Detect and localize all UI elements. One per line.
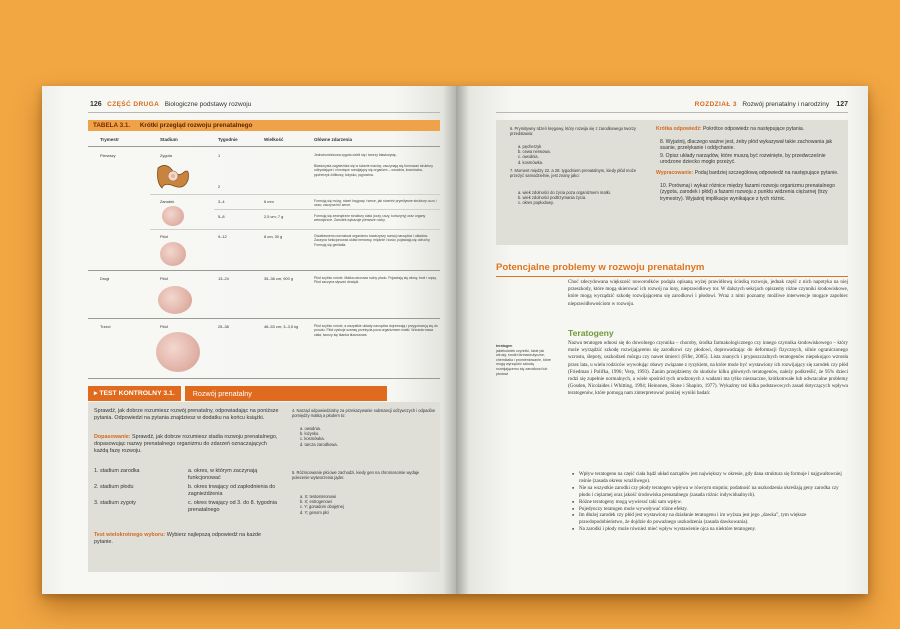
chapter-title: Rozwój prenatalny i narodziny bbox=[742, 101, 830, 108]
left-running-header bbox=[90, 101, 251, 108]
table-row-5-stage: Płód bbox=[160, 234, 168, 239]
list-item: ■ Wpływ teratogenu na część ciała bądź układ narządów jest największy w okresie, gdy dana struktura się formuje i najgwałtowniej rośnie (zasada okresu wrażliwego). bbox=[572, 471, 848, 485]
question-7: 7. Moment między 22. a 28. tygodniem prenatalnym, kiedy płód może przeżyć samodzielnie, jest znany jako: bbox=[510, 168, 637, 179]
table-row-6-size: 35–38 cm; 900 g bbox=[264, 276, 293, 281]
col-header-size: Wielkość bbox=[264, 137, 284, 142]
matching-option-b: b. okres trwający od zapłodnienia do zagnieżdżenia bbox=[188, 484, 276, 497]
table-row-3-events: Formują się mózg, rdzeń kręgowy i serce, jak również prymitywne struktury oczu i uszu; zaczyna bić serce. bbox=[314, 199, 437, 208]
teratogens-paragraph: Nazwa teratogen odnosi się do dowolnego czynnika – choroby, środka farmakologicznego czy innego czynnika środowiskowego – który może wyrządzić szkodę rozwijającemu się zarodkowi czy płodowi, doprowadzając do deformacji fizycznych, silnie ograniczonego wzrostu, ślepoty, uszkodzeń mózgu czy nawet śmierci (Fifer, 2005). Lista znanych i prypuszczalnych teratogenów niepokojąco wzrosła przez lata, u wielu rodziców wywołując obawy związane z ryzykiem, na które może być wystawiony ich rozwijający się zarodek czy płód (Friedman i Polifka, 1996; Verp, 1993). Zanim przejdziemy do skutków kilku głównych teratogenów, należy podkreślić, że 95% dzieci rodzi się zupełnie normalnych, a wiele spośród tych urodzonych z wadami ma tylko nieznaczne, krótkotrwałe lub odwracalne problemy (Gosden, Nicolaides i Whitting, 1994; Heinonen, Slone i Shapiro, 1977). Wykażmy też kilka podstawowych zasad dotyczących wpływu teratogenów, które pomogą nam zinterpretować poniżej wyniki badań: bbox=[568, 340, 848, 397]
table-row-5-size: 8 cm; 30 g bbox=[264, 234, 283, 239]
table-row-5-events: Gwałtownemu wzrostowi organizmu towarzyszy rozwój narządów i układów. Zaczyna funkcjonować układ nerwowy, mięśnie i kości; pojawiają się odruchy. Formują się genitalia. bbox=[314, 234, 431, 247]
matching-item-3: 3. stadium zygoty bbox=[94, 500, 136, 506]
table-row-6-stage: Płód bbox=[160, 276, 168, 281]
table-row-7-stage: Płód bbox=[160, 324, 168, 329]
table-row-4-weeks: 5–8 bbox=[218, 214, 225, 219]
question-6-options: a. pęcherzyk b. cewa nerwowa. c. owodnia. d. kosmówka. bbox=[518, 144, 551, 165]
col-header-stage: Stadium bbox=[160, 137, 178, 142]
test-label: ▸ TEST KONTROLNY 3.1. bbox=[88, 386, 181, 401]
multiple-choice-instructions: Test wielokrotnego wyboru: Wybierz najlepszą odpowiedź na każde pytanie. bbox=[94, 532, 262, 545]
question-9: 9. Opisz układy narządów, które muszą być rozwinięte, by przedwcześnie urodzone dziecko mogło przeżyć. bbox=[660, 153, 826, 166]
table-row-1-events: Jednokomórkowa zygota dzieli się i tworzy blastocystę. bbox=[314, 153, 397, 157]
fetus-12w-illustration bbox=[160, 242, 186, 266]
open-book-spread bbox=[42, 86, 868, 594]
matching-option-a: a. okres, w którym zaczynają funkcjonować bbox=[188, 468, 258, 481]
right-running-header bbox=[695, 101, 848, 108]
table-row-2-weeks: 2 bbox=[218, 184, 221, 189]
table-row-7-size: 48–53 cm; 3–3,5 kg bbox=[264, 324, 299, 329]
short-answer-instructions: Krótka odpowiedź: Pokrótce odpowiedz na następujące pytania. bbox=[656, 126, 805, 132]
col-header-weeks: Tygodnie bbox=[218, 137, 238, 142]
principles-list bbox=[572, 471, 848, 533]
table-row-4-events: Formują się zewnętrzne struktury ciała (oczy, uszy, kończyny) oraz organy wewnętrzne. Zarodek wykazuje pierwsze ruchy. bbox=[314, 214, 426, 223]
zygote-illustration bbox=[154, 160, 192, 192]
col-header-events: Główne zdarzenia bbox=[314, 137, 353, 142]
table-row-7-trimester: Trzeci bbox=[100, 324, 111, 329]
table-row-7-weeks: 25–38 bbox=[218, 324, 229, 329]
table-row-3-stage: Zarodek bbox=[160, 199, 175, 204]
subsection-title: Teratogeny bbox=[568, 328, 614, 338]
question-4: 4. Narząd odpowiedzialny za przekazywanie substancji odżywczych i odpadów pomiędzy matką a płodem to: bbox=[292, 408, 435, 419]
chapter-label: ROZDZIAŁ 3 bbox=[694, 101, 737, 108]
embryo-illustration bbox=[162, 206, 184, 226]
table-row-1-weeks: 1 bbox=[218, 153, 221, 158]
table-row-3-size: 6 mm bbox=[264, 199, 274, 204]
table-row-5-weeks: 9–12 bbox=[218, 234, 227, 239]
table-row-1-stage: Zygota bbox=[160, 153, 172, 158]
matching-item-1: 1. stadium zarodka bbox=[94, 468, 140, 474]
table-row-6-trimester: Drugi bbox=[100, 276, 110, 281]
matching-option-c: c. okres trwający od 3. do 8. tygodnia prenatalnego bbox=[188, 500, 277, 513]
table-label: TABELA 3.1. bbox=[93, 122, 131, 129]
fetus-38w-illustration bbox=[156, 332, 200, 372]
question-7-options: a. wiek zdolności do życia poza organizmem matki. b. wiek zdolności podtrzymania życia. c. okres popłodowy. bbox=[518, 190, 611, 206]
test-intro: Sprawdź, jak dobrze rozumiesz rozwój prenatalny, odpowiadając na poniższe pytania. Odpowiedzi na pytania znajdziesz w dodatku na końcu książki. bbox=[94, 408, 279, 421]
table-row-6-weeks: 13–24 bbox=[218, 276, 229, 281]
col-header-trimester: Trymestr bbox=[100, 137, 120, 142]
test-title: Rozwój prenatalny bbox=[185, 386, 387, 401]
question-6: 6. Prymitywny rdzeń kręgowy, który rozwija się z zarodkowego tworzy przedstawia: bbox=[510, 126, 636, 137]
section-title: Potencjalne problemy w rozwoju prenatalnym bbox=[496, 262, 705, 273]
test-header bbox=[88, 386, 387, 401]
part-label: CZĘŚĆ DRUGA bbox=[107, 101, 160, 108]
list-item: ■ Im dłużej zarodek czy płód jest wystawiony na działanie teratogenu i im wyższa jest jego „dawka”, tym większe prawdopodobieństwo, że dojdzie do poważnego uszkodzenia (zasada dawkowania). bbox=[572, 512, 848, 526]
question-5: 5. Różnicowanie płciowe zachodzi, kiedy gen na chromosomie wydaje polecenie wytworzenia jąder. bbox=[292, 470, 420, 481]
essay-instructions: Wypracowanie: Podaj bardziej szczegółową odpowiedź na następujące pytanie. bbox=[656, 170, 839, 176]
list-item: ■ Na zarodki i płody może również mieć wpływ wystawienie ojca na niektóre teratogeny. bbox=[572, 526, 848, 533]
table-row-6-events: Płód szybko rośnie. Matka odczuwa ruchy płodu. Pojawiają się włosy, brwi i rzęsy. Płód zaczyna słyszeć dźwięki. bbox=[314, 276, 437, 285]
table-row-2-events: Blastocysta zagnieżdża się w ścianie macicy; zaczynają się formować struktury odżywiające i chroniące rozwijający się organizm – owodnia, kosmówka, pęcherzyk żółtkowy, łożysko, pępowina. bbox=[314, 164, 433, 177]
right-page bbox=[456, 86, 868, 594]
page-number-left: 126 bbox=[90, 101, 102, 108]
part-title: Biologiczne podstawy rozwoju bbox=[164, 101, 252, 108]
page-number-right: 127 bbox=[836, 101, 848, 108]
list-item: ■ Różne teratogeny mogą wywierać taki sam wpływ. bbox=[572, 499, 848, 506]
table-title: Krótki przegląd rozwoju prenatalnego bbox=[139, 122, 253, 129]
table-row-1-trimester: Pierwszy bbox=[100, 153, 116, 158]
list-item: ■ Pojedynczy teratogen może wywoływać różne efekty. bbox=[572, 506, 848, 513]
section-intro: Choć zdecydowana większość noworodków podąża opisaną wyżej prawidłową ścieżką rozwoju, jednak część z nich napotyka na niej przeszkody, które mogą skierować ich rozwój na inny, nieprawidłowy tor. W dalszych sekcjach opiszemy różne czynniki środowiskowe, które mogą wyrządzić szkodę rozwijającemu się zarodkowi i płodowi. Wraz z nimi poznamy możliwe interwencje mogące zapobiec nieprawidłowościom w rozwoju. bbox=[568, 279, 848, 307]
question-8: 8. Wyjaśnij, dlaczego ważne jest, żeby płód wykazywał takie zachowania jak ssanie, przełykanie i oddychanie. bbox=[660, 139, 833, 152]
table-title-bar bbox=[88, 120, 440, 131]
question-4-options: a. owodnia. b. łożysko. c. kosmówka. d. tarcza zarodkowa. bbox=[300, 426, 338, 447]
matching-instructions: Dopasowanie: Sprawdź, jak dobrze rozumiesz stadia rozwoju prenatalnego, dopasowując nazwy prenatalnego organizmu do zdarzeń oznaczających każdą fazę rozwoju. bbox=[94, 434, 278, 454]
question-5-options: a. X; testosteronowi b. X; estrogenowi c. Y; gonadom obojętnej d. Y; genom płci bbox=[300, 494, 344, 515]
table-row-7-events: Płód szybko rośnie, a wszystkie układy narządów dojrzewają i przygotowują się do porodu. Płód zyskuje szansę przeżycia poza organizmem matki. Wzrasta masa ciała, tworzy się tkanka tłuszczowa. bbox=[314, 324, 438, 337]
matching-item-2: 2. stadium płodu bbox=[94, 484, 134, 490]
table-row-4-size: 2,5 cm; 7 g bbox=[264, 214, 284, 219]
left-page bbox=[42, 86, 456, 594]
question-10: 10. Porównaj i wykaż różnice między fazami rozwoju organizmu prenatalnego (zygota, zarodek i płód) a fazami rozwoju z punktu widzenia ciężarnej (trzy trymestry). Wyjaśnij implikacje wynikające z tych różnic. bbox=[660, 183, 835, 202]
list-item: ■ Nie na wszystkie zarodki czy płody teratogen wpływa w równym stopniu; podatność na uszkodzenia określają geny zarodka czy płodu i ciężarnej oraz jakość środowiska prenatalnego (zasada różnic indywidualnych). bbox=[572, 485, 848, 499]
table-row-3-weeks: 3–4 bbox=[218, 199, 225, 204]
fetus-24w-illustration bbox=[158, 286, 192, 314]
margin-definition: teratogen jakiekolwiek czynniki, takie jak wirusy, środki farmaceutyczne, chemikalia i promieniowanie, które mogą wyrządzić szkodę rozwijającemu się zarodkowi lub płodowi bbox=[496, 344, 551, 376]
